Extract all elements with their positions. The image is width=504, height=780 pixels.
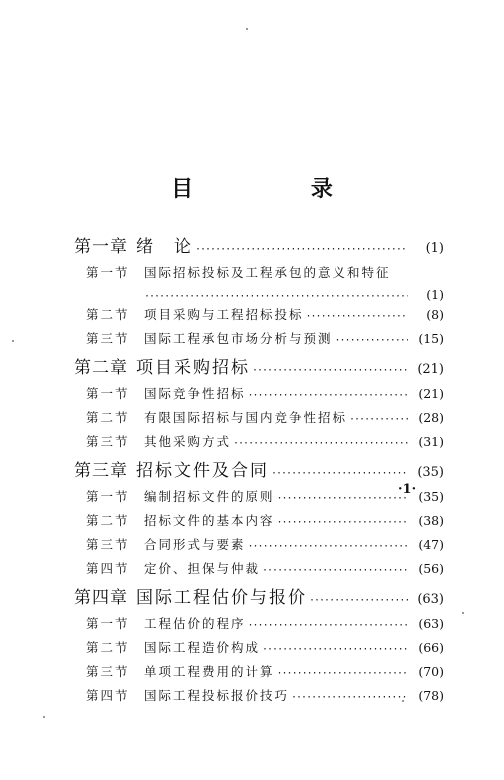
toc-section-row [74, 686, 444, 710]
section-title: 编制招标文件的原则 [144, 489, 275, 504]
page-reference: (35) [417, 465, 444, 480]
dot-leader [277, 493, 408, 504]
section-title: 国际招标投标及工程承包的意义和特征 [144, 265, 391, 280]
scan-speck [246, 28, 248, 30]
dot-leader [248, 390, 408, 401]
page-reference: (38) [418, 513, 444, 528]
chapter-title: 招标文件及合同 [136, 461, 269, 481]
toc-chapter-row [74, 232, 444, 263]
toc-continuation-row [74, 287, 444, 305]
page-reference: (31) [418, 434, 444, 449]
section-title: 有限国际招标与国内竞争性招标 [144, 410, 348, 425]
dot-leader [277, 668, 408, 679]
section-title: 项目采购与工程招标投标 [144, 307, 304, 322]
section-number: 第一节 [86, 265, 130, 280]
section-number: 第二节 [86, 640, 130, 655]
section-title: 国际工程承包市场分析与预测 [144, 331, 333, 346]
dot-leader [233, 438, 408, 449]
section-number: 第二节 [86, 410, 130, 425]
section-title: 招标文件的基本内容 [144, 513, 275, 528]
toc-section-row [74, 408, 444, 432]
toc-section-row [74, 535, 444, 559]
toc-section-row [74, 511, 444, 535]
section-number: 第一节 [86, 489, 130, 504]
chapter-title: 国际工程估价与报价 [136, 588, 307, 608]
page-reference: (1) [426, 287, 444, 302]
scan-speck [12, 340, 14, 342]
section-number: 第二节 [86, 513, 130, 528]
toc-section-row [74, 559, 444, 583]
dot-leader [144, 291, 408, 302]
section-title: 其他采购方式 [144, 434, 232, 449]
dot-leader [277, 517, 408, 528]
dot-leader [262, 644, 408, 655]
section-number: 第一节 [86, 386, 130, 401]
dot-leader [291, 692, 408, 703]
section-number: 第一节 [86, 616, 130, 631]
page-reference: (63) [417, 592, 444, 607]
dot-leader [252, 365, 408, 376]
toc-section-row [74, 487, 444, 511]
section-number: 第三节 [86, 664, 130, 679]
dot-leader [195, 244, 408, 255]
chapter-title: 绪 论 [136, 237, 193, 257]
table-of-contents [74, 232, 444, 710]
toc-section-row [74, 263, 444, 287]
page-reference: (15) [418, 331, 444, 346]
page-reference: (35) [418, 489, 444, 504]
chapter-number: 第一章 [74, 237, 128, 257]
page-reference: (56) [418, 561, 444, 576]
page-reference: (66) [418, 640, 444, 655]
section-title: 定价、担保与仲裁 [144, 561, 261, 576]
toc-chapter-row [74, 353, 444, 384]
dot-leader [248, 620, 408, 631]
section-title: 国际竞争性招标 [144, 386, 246, 401]
page-reference: (47) [418, 537, 444, 552]
section-number: 第三节 [86, 537, 130, 552]
dot-leader [309, 595, 408, 606]
scan-speck [402, 700, 404, 702]
section-title: 单项工程费用的计算 [144, 664, 275, 679]
scan-speck [43, 716, 45, 718]
page-reference: (21) [418, 386, 444, 401]
toc-section-row [74, 305, 444, 329]
toc-section-row [74, 662, 444, 686]
page-number: ·1· [398, 482, 417, 497]
toc-section-row [74, 614, 444, 638]
chapter-number: 第四章 [74, 588, 128, 608]
page-reference: (78) [418, 688, 444, 703]
section-number: 第三节 [86, 434, 130, 449]
dot-leader [306, 311, 408, 322]
page-reference: (28) [418, 410, 444, 425]
section-number: 第四节 [86, 561, 130, 576]
toc-title: 目 录 [171, 176, 388, 202]
page-reference: (21) [417, 362, 444, 377]
toc-section-row [74, 638, 444, 662]
section-title: 国际工程投标报价技巧 [144, 688, 290, 703]
section-number: 第三节 [86, 331, 130, 346]
page-reference: (8) [426, 307, 444, 322]
dot-leader [271, 468, 408, 479]
section-number: 第二节 [86, 307, 130, 322]
toc-section-row [74, 329, 444, 353]
dot-leader [349, 414, 408, 425]
toc-section-row [74, 384, 444, 408]
chapter-title: 项目采购招标 [136, 358, 250, 378]
toc-chapter-row [74, 456, 444, 487]
page-reference: (63) [418, 616, 444, 631]
scan-speck [462, 612, 464, 614]
dot-leader [335, 335, 408, 346]
dot-leader [248, 541, 408, 552]
section-title: 工程估价的程序 [144, 616, 246, 631]
toc-chapter-row [74, 583, 444, 614]
section-number: 第四节 [86, 688, 130, 703]
section-title: 国际工程造价构成 [144, 640, 261, 655]
chapter-number: 第三章 [74, 461, 128, 481]
page-reference: (1) [425, 241, 444, 256]
page-reference: (70) [418, 664, 444, 679]
chapter-number: 第二章 [74, 358, 128, 378]
section-title: 合同形式与要素 [144, 537, 246, 552]
dot-leader [262, 565, 408, 576]
toc-section-row [74, 432, 444, 456]
